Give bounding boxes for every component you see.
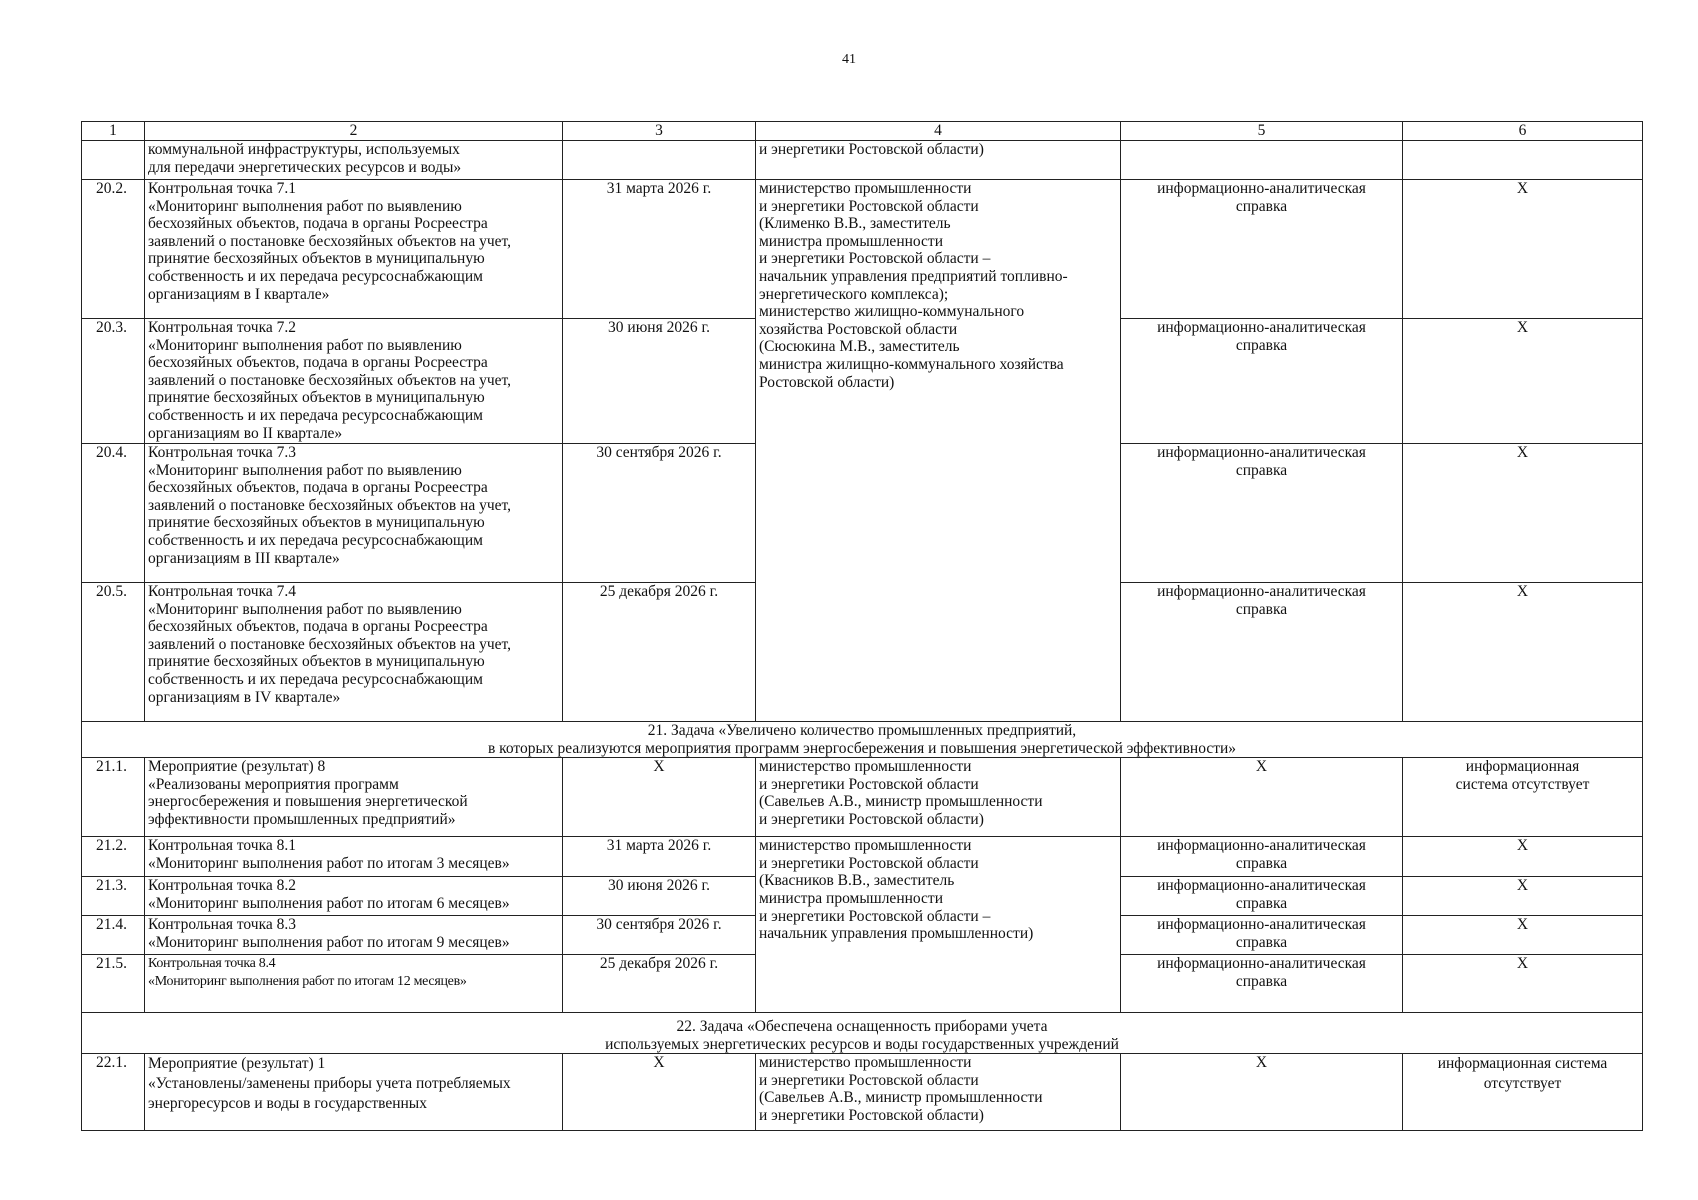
header-cell: 4 (756, 122, 1121, 141)
task-title: 21. Задача «Увеличено количество промышленных предприятий, в которых реализуются мероприятия программ энергосбережения и повышения энергетической эффективности» (487, 722, 1237, 757)
responsible-text: министерство промышленности и энергетики Ростовской области (Савельев А.В., министр промышленности и энергетики Ростовской области) (759, 758, 1043, 828)
item-name: Контрольная точка 7.3 «Мониторинг выполнения работ по выявлению бесхозяйных объектов, подача в органы Росреестра заявлений о постановке бесхозяйных объектов на учет, принятие бесхозяйных объектов в муниципальную собственность и их передача ресурсоснабжающим организациям в III квартале» (148, 444, 512, 567)
responsible-text: министерство промышленности и энергетики Ростовской области (Квасников В.В., заместитель министра промышленности и энергетики Ростовской области – начальник управления промышленности) (759, 837, 1034, 943)
table-row (82, 141, 1643, 180)
plan-table (81, 121, 1643, 1131)
header-cell: 6 (1403, 122, 1643, 141)
table-row (82, 1054, 1643, 1131)
table-row (82, 180, 1643, 319)
row-number: 20.4. (82, 444, 145, 583)
document-type: информационно-аналитическая справка (1157, 916, 1366, 951)
page-number: 41 (842, 52, 856, 67)
deadline: Х (563, 1054, 756, 1131)
header-cell: 3 (563, 122, 756, 141)
row-number: 20.5. (82, 583, 145, 722)
item-name: Контрольная точка 8.3 «Мониторинг выполнения работ по итогам 9 месяцев» (148, 916, 510, 951)
document-type: информационно-аналитическая справка (1157, 180, 1366, 215)
row-number: 22.1. (82, 1054, 145, 1131)
deadline: 30 сентября 2026 г. (563, 916, 756, 955)
item-name: коммунальной инфраструктуры, используемых для передачи энергетических ресурсов и воды» (148, 141, 462, 176)
document-type: информационно-аналитическая справка (1157, 444, 1366, 479)
task-row (82, 1013, 1643, 1054)
item-name: Контрольная точка 7.2 «Мониторинг выполнения работ по выявлению бесхозяйных объектов, подача в органы Росреестра заявлений о постановке бесхозяйных объектов на учет, принятие бесхозяйных объектов в муниципальную собственность и их передача ресурсоснабжающим организациям во II квартале» (148, 319, 512, 442)
info-system: Х (1403, 955, 1643, 1013)
document-type: информационно-аналитическая справка (1157, 319, 1366, 354)
item-name: Контрольная точка 7.1 «Мониторинг выполнения работ по выявлению бесхозяйных объектов, подача в органы Росреестра заявлений о постановке бесхозяйных объектов на учет, принятие бесхозяйных объектов в муниципальную собственность и их передача ресурсоснабжающим организациям в I квартале» (148, 180, 512, 303)
info-system: Х (1403, 837, 1643, 877)
info-system: Х (1403, 444, 1643, 583)
item-name: Мероприятие (результат) 8 «Реализованы мероприятия программ энергосбережения и повышения энергетической эффективности промышленных предприятий» (148, 758, 468, 828)
deadline: 25 декабря 2026 г. (563, 583, 756, 722)
responsible-text: и энергетики Ростовской области) (759, 141, 984, 158)
row-number: 21.5. (82, 955, 145, 1013)
task-title: 22. Задача «Обеспечена оснащенность приборами учета используемых энергетических ресурсов и воды государственных учреждений (605, 1018, 1119, 1053)
info-system: Х (1403, 916, 1643, 955)
info-system: Х (1403, 319, 1643, 444)
item-name: Контрольная точка 7.4 «Мониторинг выполнения работ по выявлению бесхозяйных объектов, подача в органы Росреестра заявлений о постановке бесхозяйных объектов на учет, принятие бесхозяйных объектов в муниципальную собственность и их передача ресурсоснабжающим организациям в IV квартале» (148, 583, 512, 706)
deadline: 30 июня 2026 г. (563, 877, 756, 916)
info-system: информационная система отсутствует (1437, 1055, 1608, 1093)
responsible-text: министерство промышленности и энергетики Ростовской области (Савельев А.В., министр промышленности и энергетики Ростовской области) (759, 1054, 1043, 1124)
row-number: 20.3. (82, 319, 145, 444)
document-type: информационно-аналитическая справка (1157, 877, 1366, 912)
table-row (82, 758, 1643, 837)
row-number: 21.3. (82, 877, 145, 916)
item-name: Контрольная точка 8.2 «Мониторинг выполнения работ по итогам 6 месяцев» (148, 877, 510, 912)
info-system: Х (1403, 180, 1643, 319)
row-number: 21.4. (82, 916, 145, 955)
item-name: Контрольная точка 8.4 «Мониторинг выполнения работ по итогам 12 месяцев» (148, 956, 467, 989)
task-row (82, 722, 1643, 758)
row-number: 21.1. (82, 758, 145, 837)
info-system: Х (1403, 583, 1643, 722)
header-cell: 1 (82, 122, 145, 141)
row-number: 21.2. (82, 837, 145, 877)
document-type: Х (1121, 758, 1403, 837)
document-type: информационно-аналитическая справка (1157, 583, 1366, 618)
info-system: информационная система отсутствует (1455, 758, 1590, 793)
document-type: информационно-аналитическая справка (1157, 955, 1366, 990)
info-system: Х (1403, 877, 1643, 916)
deadline: 31 марта 2026 г. (563, 180, 756, 319)
deadline: 25 декабря 2026 г. (563, 955, 756, 1013)
row-number: 20.2. (82, 180, 145, 319)
header-cell: 5 (1121, 122, 1403, 141)
document-type: информационно-аналитическая справка (1157, 837, 1366, 872)
deadline: 31 марта 2026 г. (563, 837, 756, 877)
header-cell: 2 (145, 122, 563, 141)
deadline: 30 июня 2026 г. (563, 319, 756, 444)
document-type: Х (1121, 1054, 1403, 1131)
table-row (82, 837, 1643, 877)
item-name: Мероприятие (результат) 1 «Установлены/заменены приборы учета потребляемых энергоресурсов и воды в государственных (148, 1055, 511, 1113)
header-row (82, 122, 1643, 141)
deadline: Х (563, 758, 756, 837)
responsible-text: министерство промышленности и энергетики Ростовской области (Клименко В.В., заместитель министра промышленности и энергетики Ростовской области – начальник управления предприятий топливно- энергетического комплекса); министерство жилищно-коммунального хозяйства Ростовской области (Сюсюкина М.В., заместитель министра жилищно-коммунального хозяйства Ростовской области) (759, 180, 1068, 391)
deadline: 30 сентября 2026 г. (563, 444, 756, 583)
item-name: Контрольная точка 8.1 «Мониторинг выполнения работ по итогам 3 месяцев» (148, 837, 510, 872)
